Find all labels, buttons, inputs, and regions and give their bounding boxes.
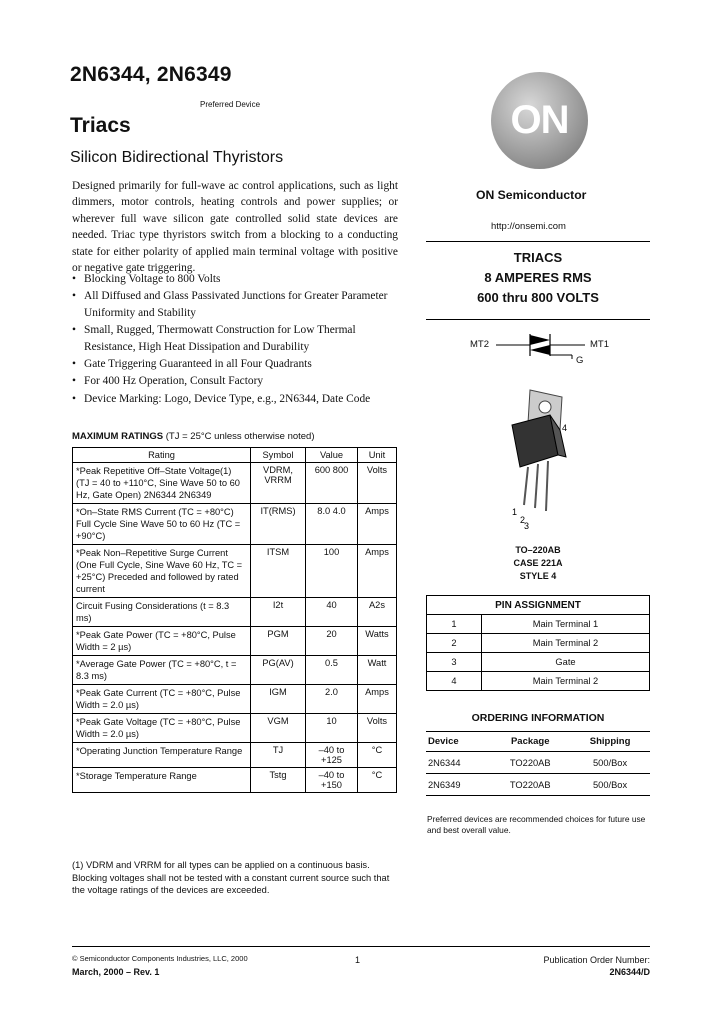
max-ratings-table — [72, 447, 397, 793]
feature-item: • Device Marking: Logo, Device Type, e.g., 2N6344, Date Code — [72, 391, 402, 407]
package-line: CASE 221A — [513, 558, 563, 568]
shipping-cell: 500/Box — [570, 774, 650, 796]
part-number-title: 2N6344, 2N6349 — [70, 63, 232, 86]
mt2-label: MT2 — [470, 339, 489, 350]
copyright: © Semiconductor Components Industries, LLC, 2000 — [72, 954, 248, 963]
symbol-cell: IT(RMS) — [251, 504, 306, 545]
package-cell: TO220AB — [490, 774, 570, 796]
pin-number: 1 — [427, 615, 482, 634]
column-header: Value — [306, 448, 358, 463]
table-header-row — [73, 448, 397, 463]
footer-divider — [72, 946, 650, 947]
value-cell: 0.5 — [306, 656, 358, 685]
table-header-row — [427, 596, 650, 615]
feature-item: • Blocking Voltage to 800 Volts — [72, 271, 402, 287]
package-line: TO–220AB — [515, 545, 561, 555]
value-cell: –40 to +150 — [306, 768, 358, 793]
table-row — [427, 615, 650, 634]
table-row — [73, 743, 397, 768]
symbol-cell: ITSM — [251, 545, 306, 598]
table-row — [73, 627, 397, 656]
table-row — [73, 463, 397, 504]
divider — [426, 319, 650, 320]
footnote: (1) VDRM and VRRM for all types can be applied on a continuous basis. Blocking voltages shall not be tested with a constant current source such that the voltage ratings of the devices are exceeded. — [72, 860, 390, 895]
website-url[interactable]: http://onsemi.com — [491, 221, 566, 232]
publication-order-number: 2N6344/D — [609, 967, 650, 977]
package-line: STYLE 4 — [519, 571, 557, 581]
to220-package-drawing — [500, 385, 590, 535]
symbol-cell: I2t — [251, 598, 306, 627]
table-row — [427, 653, 650, 672]
page-number: 1 — [355, 955, 361, 965]
divider — [426, 241, 650, 242]
unit-cell: °C — [358, 743, 397, 768]
value-cell: 20 — [306, 627, 358, 656]
table-row — [73, 504, 397, 545]
feature-list — [72, 271, 402, 408]
pin-number: 2 — [427, 634, 482, 653]
pin-label: Main Terminal 2 — [482, 672, 650, 691]
symbol-cell: PG(AV) — [251, 656, 306, 685]
table-row — [426, 774, 650, 796]
product-summary-line: 8 AMPERES RMS — [484, 270, 592, 285]
rating-cell: *Average Gate Power (TC = +80°C, t = 8.3 ms) — [73, 656, 251, 685]
date-revision: March, 2000 – Rev. 1 — [72, 967, 160, 977]
symbol-cell: IGM — [251, 685, 306, 714]
triac-schematic-symbol — [440, 330, 620, 370]
unit-cell: Watt — [358, 656, 397, 685]
value-cell: –40 to +125 — [306, 743, 358, 768]
pin-assignment-title: PIN ASSIGNMENT — [427, 596, 650, 615]
unit-cell: Amps — [358, 545, 397, 598]
pin-label: Main Terminal 1 — [482, 615, 650, 634]
column-header: Shipping — [570, 732, 650, 752]
product-summary-line: 600 thru 800 VOLTS — [477, 290, 599, 305]
unit-cell: Amps — [358, 504, 397, 545]
symbol-cell: TJ — [251, 743, 306, 768]
ordering-info-table — [426, 731, 650, 796]
rating-cell: *On–State RMS Current (TC = +80°C) Full Cycle Sine Wave 50 to 60 Hz (TC = +90°C) — [73, 504, 251, 545]
preferred-devices-note: Preferred devices are recommended choices for future use and best overall value. — [427, 814, 646, 835]
pin-assignment-table — [426, 595, 650, 691]
table-row — [73, 598, 397, 627]
column-header: Device — [426, 732, 490, 752]
unit-cell: Watts — [358, 627, 397, 656]
page-subtitle: Silicon Bidirectional Thyristors — [70, 149, 284, 166]
pin-number: 1 — [512, 507, 518, 517]
rating-cell: *Peak Non–Repetitive Surge Current (One Full Cycle, Sine Wave 60 Hz, TC = +25°C) Preceded and followed by rated current — [73, 545, 251, 598]
rating-cell: *Peak Gate Current (TC = +80°C, Pulse Width = 2.0 µs) — [73, 685, 251, 714]
symbol-cell: VDRM, VRRM — [251, 463, 306, 504]
symbol-cell: Tstg — [251, 768, 306, 793]
preferred-device-label: Preferred Device — [200, 100, 261, 109]
column-header: Package — [490, 732, 570, 752]
symbol-cell: VGM — [251, 714, 306, 743]
ordering-info-title: ORDERING INFORMATION — [471, 712, 605, 724]
table-row — [73, 656, 397, 685]
max-ratings-condition: (TJ = 25°C unless otherwise noted) — [165, 431, 315, 442]
column-header: Symbol — [251, 448, 306, 463]
pin-label: Main Terminal 2 — [482, 634, 650, 653]
table-row — [427, 672, 650, 691]
table-header-row — [426, 732, 650, 752]
value-cell: 600 800 — [306, 463, 358, 504]
table-row — [73, 768, 397, 793]
feature-item: • Small, Rugged, Thermowatt Construction for Low Thermal Resistance, High Heat Dissipation and Durability — [72, 322, 402, 355]
rating-cell: *Operating Junction Temperature Range — [73, 743, 251, 768]
unit-cell: A2s — [358, 598, 397, 627]
pin-number: 3 — [524, 521, 530, 531]
pin-label: Gate — [482, 653, 650, 672]
logo-text: ON — [510, 98, 569, 142]
intro-paragraph: Designed primarily for full-wave ac control applications, such as light dimmers, motor controls, heating controls and power supplies; or wherever full wave silicon gate controlled solid state devices are needed. Triac type thyristors switch from a blocking to a conducting state for either polarity of applied main terminal voltage with positive or negative gate triggering. — [72, 180, 398, 275]
feature-item: • For 400 Hz Operation, Consult Factory — [72, 373, 402, 389]
rating-cell: *Storage Temperature Range — [73, 768, 251, 793]
value-cell: 40 — [306, 598, 358, 627]
table-row — [73, 685, 397, 714]
value-cell: 10 — [306, 714, 358, 743]
rating-cell: Circuit Fusing Considerations (t = 8.3 ms) — [73, 598, 251, 627]
publication-order-label: Publication Order Number: — [543, 955, 650, 965]
pin-number: 4 — [427, 672, 482, 691]
unit-cell: Volts — [358, 463, 397, 504]
unit-cell: Volts — [358, 714, 397, 743]
max-ratings-heading — [72, 431, 315, 442]
shipping-cell: 500/Box — [570, 752, 650, 774]
column-header: Unit — [358, 448, 397, 463]
unit-cell: Amps — [358, 685, 397, 714]
package-cell: TO220AB — [490, 752, 570, 774]
max-ratings-title: MAXIMUM RATINGS — [72, 431, 164, 442]
table-row — [427, 634, 650, 653]
product-summary-line: TRIACS — [513, 250, 563, 265]
table-row — [426, 752, 650, 774]
value-cell: 2.0 — [306, 685, 358, 714]
rating-cell: *Peak Repetitive Off–State Voltage(1) (TJ = 40 to +110°C, Sine Wave 50 to 60 Hz, Gate Open) 2N6344 2N6349 — [73, 463, 251, 504]
mt1-label: MT1 — [590, 339, 609, 350]
feature-item: • Gate Triggering Guaranteed in all Four Quadrants — [72, 356, 402, 372]
device-cell: 2N6349 — [426, 774, 490, 796]
pin-number: 4 — [562, 423, 568, 433]
column-header: Rating — [73, 448, 251, 463]
rating-cell: *Peak Gate Voltage (TC = +80°C, Pulse Width = 2.0 µs) — [73, 714, 251, 743]
page-title: Triacs — [70, 114, 131, 137]
table-row — [73, 545, 397, 598]
value-cell: 8.0 4.0 — [306, 504, 358, 545]
value-cell: 100 — [306, 545, 358, 598]
feature-item: • All Diffused and Glass Passivated Junctions for Greater Parameter Uniformity and Stability — [72, 288, 402, 321]
device-cell: 2N6344 — [426, 752, 490, 774]
unit-cell: °C — [358, 768, 397, 793]
table-row — [73, 714, 397, 743]
symbol-cell: PGM — [251, 627, 306, 656]
gate-label: G — [576, 355, 584, 366]
company-name: ON Semiconductor — [476, 188, 587, 202]
rating-cell: *Peak Gate Power (TC = +80°C, Pulse Width = 2 µs) — [73, 627, 251, 656]
pin-number: 2 — [520, 515, 526, 525]
pin-number: 3 — [427, 653, 482, 672]
